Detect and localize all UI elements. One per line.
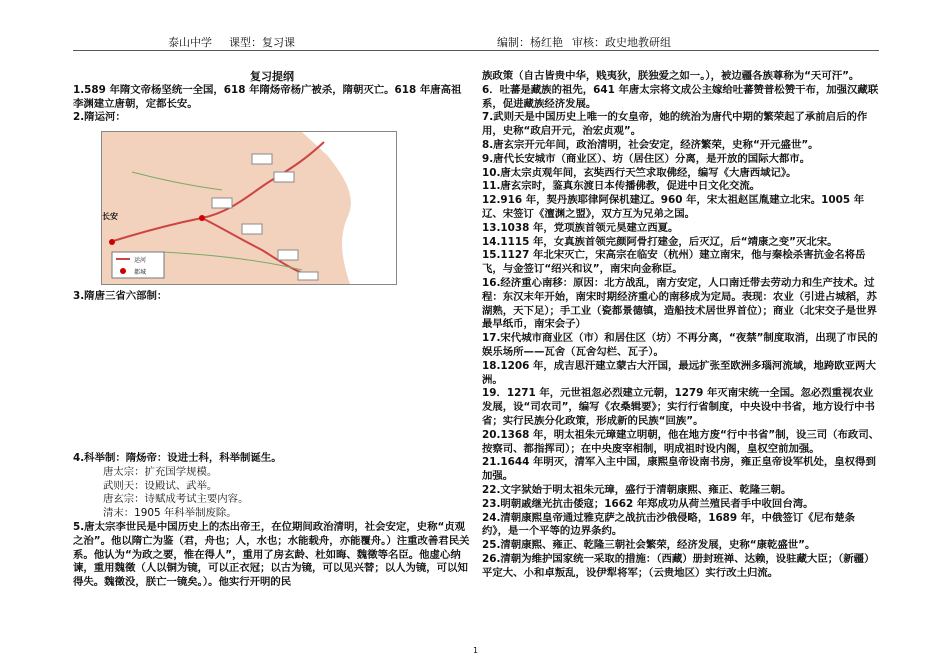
item-24: 24.清朝康熙皇帝通过雅克萨之战抗击沙俄侵略，1689 年，中俄签订《尼布楚条约》，是一个平等的边界条约。 (482, 511, 856, 538)
header-course-type: 课型：复习课 (229, 36, 295, 49)
item-5: 5.唐太宗李世民是中国历史上的杰出帝王，在位期间政治清明，社会安定，史称“贞观之治”。他以隋亡为鉴（君，舟也；人，水也；水能载舟，亦能覆舟。）注重改善君民关系。他认为“为政之要，惟在得人”，重用了房玄龄、杜如晦、魏徵等名臣。他虚心纳谏，重用魏徵（人以铜为镜，可以正衣冠；以古为镜，可以见兴替；以人为镜，可以知得失。魏徵没，朕亡一镜矣。）。他实行开明的民 (73, 520, 470, 589)
keju-line: 唐太宗：扩充国学规模。 (103, 465, 218, 478)
keju-line: 武则天：设殿试、武举。 (103, 479, 218, 492)
item-25: 25.清朝康熙、雍正、乾隆三朝社会繁荣，经济发展，史称“康乾盛世”。 (482, 539, 816, 552)
item-1: 1.589 年隋文帝杨坚统一全国，618 年隋炀帝杨广被杀，隋朝灭亡。618 年唐高祖李渊建立唐朝，定都长安。 (73, 83, 462, 110)
keju-list (73, 466, 471, 521)
right-column (482, 70, 880, 580)
keju-line: 唐玄宗：诗赋成考试主要内容。 (103, 493, 249, 506)
item-5-continued: 族政策（自古皆贵中华，贱夷狄，朕独爱之如一。），被边疆各族尊称为“天可汗”。 (482, 70, 860, 82)
item-6: 6．吐蕃是藏族的祖先，641 年唐太宗将文成公主嫁给吐蕃赞普松赞干布，加强汉藏联系，促进藏族经济发展。 (482, 83, 879, 110)
item-10: 10.唐太宗贞观年间，玄奘西行天竺求取佛经，编写《大唐西域记》。 (482, 166, 797, 179)
item-14: 14.1115 年，女真族首领完颜阿骨打建金，后灭辽，后“靖康之变”灭北宋。 (482, 235, 838, 248)
item-26: 26.清朝为维护国家统一采取的措施：（西藏）册封班禅、达赖，设驻藏大臣；（新疆）平定大、小和卓叛乱，设伊犁将军；（云贵地区）实行改土归流。 (482, 552, 875, 579)
item-17: 17.宋代城市商业区（市）和居住区（坊）不再分离，“夜禁”制度取消，出现了市民的娱乐场所——瓦舍（瓦舍勾栏、瓦子）。 (482, 332, 878, 358)
item-20: 20.1368 年，明太祖朱元璋建立明朝，他在地方废“行中书省”制，设三司（布政司、按察司、都指挥司）；在中央废宰相制，明成祖时设内阁，皇权空前加强。 (482, 428, 880, 455)
item-9: 9.唐代长安城市（商业区）、坊（居住区）分离，是开放的国际大都市。 (482, 152, 811, 165)
blank-space (73, 304, 471, 452)
map-legend-capital: 都城 (134, 269, 147, 277)
item-18: 18.1206 年，成吉思汗建立蒙古大汗国，最远扩张至欧洲多瑙河流域，地跨欧亚两大洲。 (482, 359, 876, 386)
item-19: 19．1271 年，元世祖忽必烈建立元朝，1279 年灭南宋统一全国。忽必烈重视农业发展，设“司农司”，编写《农桑辑要》；实行行省制度，中央设中书省，地方设行中书省；实行民族分化政策，形成新的民族“回族”。 (482, 387, 875, 427)
item-21: 21.1644 年明灭，清军入主中国，康熙皇帝设南书房，雍正皇帝设军机处，皇权得到加强。 (482, 456, 876, 483)
keju-line: 清末：1905 年科举制废除。 (103, 507, 237, 520)
item-22: 22.文字狱始于明太祖朱元璋，盛行于清朝康熙、雍正、乾隆三朝。 (482, 483, 792, 496)
page-number: 1 (473, 646, 479, 655)
item-3: 3.隋唐三省六部制： (73, 290, 168, 303)
canal-map (101, 131, 397, 285)
item-2: 2.隋运河： (73, 111, 126, 124)
map-label-changan: 长安 (102, 212, 118, 222)
header-school: 泰山中学 (168, 36, 212, 49)
item-8: 8.唐玄宗开元年间，政治清明，社会安定，经济繁荣，史称“开元盛世”。 (482, 138, 819, 151)
left-column (73, 70, 471, 590)
item-13: 13.1038 年，党项族首领元昊建立西夏。 (482, 221, 679, 234)
item-11: 11.唐玄宗时，鉴真东渡日本传播佛教，促进中日文化交流。 (482, 180, 761, 193)
header-editor: 编制：杨红艳 (497, 36, 563, 49)
item-15: 15.1127 年北宋灭亡，宋高宗在临安（杭州）建立南宋，他与秦桧杀害抗金名将岳飞，与金签订“绍兴和议”，南宋向金称臣。 (482, 249, 866, 276)
canal-map-svg (102, 132, 396, 284)
item-4: 4.科举制：隋炀帝：设进士科，科举制诞生。 (73, 451, 282, 464)
page-title: 复习提纲 (250, 70, 294, 83)
item-7: 7.武则天是中国历史上唯一的女皇帝，她的统治为唐代中期的繁荣起了承前启后的作用，史称“政启开元，治宏贞观”。 (482, 111, 868, 138)
header-rule (73, 50, 879, 51)
item-16: 16.经济重心南移：原因：北方战乱，南方安定，人口南迁带去劳动力和生产技术。过程：东汉末年开始，南宋时期经济重心的南移成为定局。表现：农业（引进占城稻，苏湖熟，天下足）；手工业（瓷都景德镇，造船技术居世界首位）；商业（北宋交子是世界最早纸币，南宋会子） (482, 276, 877, 331)
item-12: 12.916 年，契丹族耶律阿保机建辽。960 年，宋太祖赵匡胤建立北宋。1005 年辽、宋签订《澶渊之盟》，双方互为兄弟之国。 (482, 194, 865, 220)
header-reviewer: 审核：政史地教研组 (572, 36, 671, 49)
item-23: 23.明朝戚继光抗击倭寇；1662 年郑成功从荷兰殖民者手中收回台湾。 (482, 497, 814, 510)
map-legend-canal: 运河 (134, 257, 147, 265)
